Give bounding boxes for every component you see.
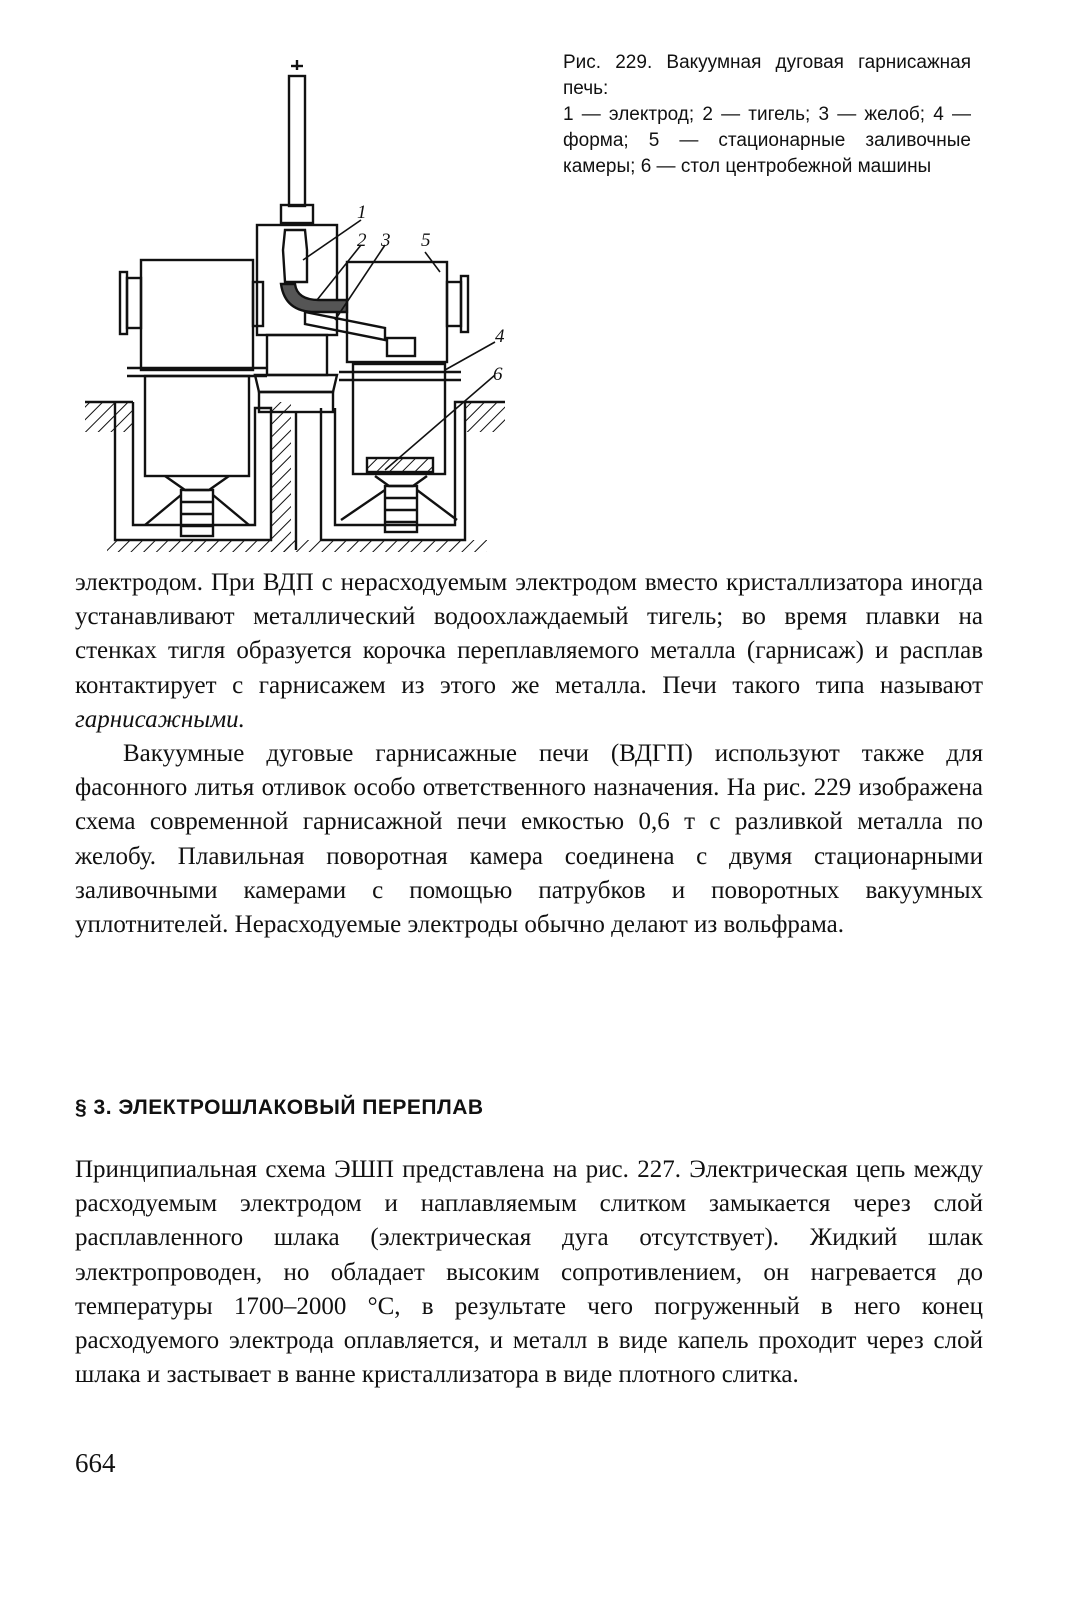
body-text-bottom — [75, 1153, 983, 1392]
floor-right-hatch — [465, 402, 505, 432]
centrifugal-table — [367, 458, 433, 472]
electrode-holder — [283, 230, 307, 282]
label-6: 6 — [493, 364, 503, 385]
page-number: 664 — [75, 1448, 116, 1478]
label-1: 1 — [357, 202, 367, 223]
floor-left-hatch — [85, 402, 133, 432]
paragraph-1-italic: гарнисажными. — [75, 705, 245, 733]
paragraph-2: Вакуумные дуговые гарнисажные печи (ВДГП) используют также для фасонного литья отливок особо ответственного назначения. На рис. 229 изображена схема современной гарнисажной печи емкостью 0,6 т с разливкой металла по желобу. Плавильная поворотная камера соединена с двумя стационарными заливочными камерами с помощью патрубков и поворотных вакуумных уплотнителей. Нерасходуемые электроды обычно делают из вольфрама. — [75, 740, 983, 939]
label-3: 3 — [381, 230, 391, 251]
left-pour-chamber — [141, 260, 253, 370]
label-2: 2 — [357, 230, 367, 251]
caption-title: Рис. 229. Вакуумная дуговая гарнисажная печь: — [563, 52, 971, 99]
furnace-diagram — [85, 50, 525, 565]
paragraph-1-text: электродом. При ВДП с нерасходуемым электродом вместо кристаллизатора иногда устанавливают металлический водоохлаждаемый тигель; во время плавки на стенках тигля образуется корочка переплавляемого металла (гарнисаж) и расплав контактирует с гарнисажем из этого же металла. Печи такого типа называют — [75, 569, 983, 699]
section-heading: § 3. ЭЛЕКТРОШЛАКОВЫЙ ПЕРЕПЛАВ — [75, 1096, 484, 1119]
left-pit — [115, 402, 271, 540]
electrode-column — [289, 76, 305, 206]
label-4: 4 — [495, 326, 505, 347]
right-pour-chamber — [347, 262, 447, 362]
figure-caption — [563, 50, 971, 180]
paragraph-1 — [75, 566, 983, 737]
label-5: 5 — [421, 230, 431, 251]
paragraph-3: Принципиальная схема ЭШП представлена на рис. 227. Электрическая цепь между расходуемым электродом и наплавляемым слитком замыкается через слой расплавленного шлака (электрическая дуга отсутствует). Жидкий шлак электропроводен, но обладает высоким сопротивлением, он нагревается до температуры 1700–2000 °С, в результате чего погруженный в него конец расходуемого электрода оплавляется, и металл в виде капель проходит через слой шлака и застывает в ванне кристаллизатора в виде плотного слитка. — [75, 1156, 983, 1389]
melting-chamber — [257, 225, 337, 335]
mold — [387, 338, 415, 356]
body-text-top — [75, 566, 983, 942]
caption-legend: 1 — электрод; 2 — тигель; 3 — желоб; 4 — форма; 5 — стационарные заливочные камеры; 6 — стол центробежной машины — [563, 104, 971, 177]
floor-mid-hatch — [271, 402, 291, 552]
